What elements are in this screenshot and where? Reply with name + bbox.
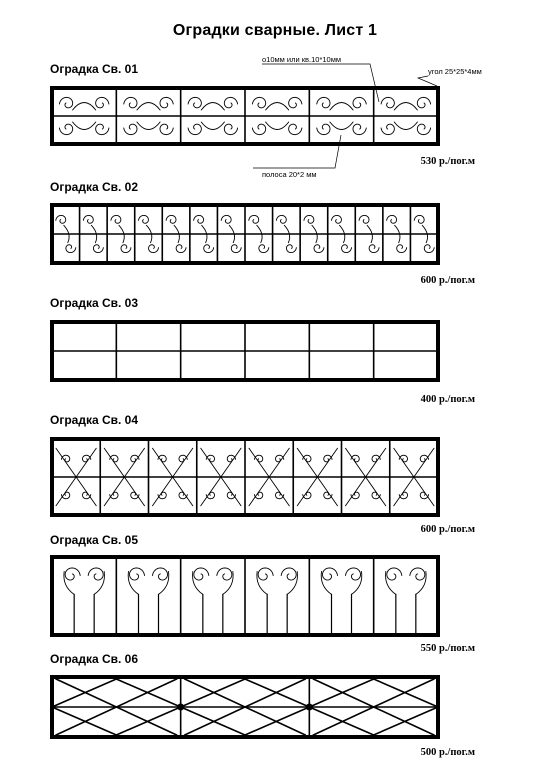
fence-price-05: 550 р./пог.м	[420, 643, 475, 654]
fence-name-01: Оградка Св. 01	[50, 62, 139, 76]
fence-drawing-04	[50, 437, 440, 517]
rod-leader	[262, 64, 379, 102]
fence-drawing-06	[50, 675, 440, 739]
strip-leader	[253, 135, 341, 168]
fence-price-03: 400 р./пог.м	[420, 394, 475, 405]
corner-annotation: угол 25*25*4мм	[428, 67, 482, 76]
corner-leader	[418, 76, 437, 86]
fence-drawing-02	[50, 203, 440, 265]
fence-price-02: 600 р./пог.м	[420, 275, 475, 286]
fence-name-06: Оградка Св. 06	[50, 652, 139, 666]
fence-name-02: Оградка Св. 02	[50, 180, 139, 194]
rod-annotation: о10мм или кв.10*10мм	[262, 55, 342, 64]
fence-name-03: Оградка Св. 03	[50, 296, 139, 310]
fence-price-06: 500 р./пог.м	[420, 747, 475, 758]
fence-price-01: 530 р./пог.м	[420, 156, 475, 167]
fence-drawing-03	[50, 320, 440, 382]
fence-drawing-05	[50, 555, 440, 637]
annotation-leaders	[0, 0, 550, 200]
fence-price-04: 600 р./пог.м	[420, 524, 475, 535]
fence-name-05: Оградка Св. 05	[50, 533, 139, 547]
strip-annotation: полоса 20*2 мм	[262, 170, 317, 179]
fence-name-04: Оградка Св. 04	[50, 413, 139, 427]
page-title: Оградки сварные. Лист 1	[172, 22, 378, 39]
